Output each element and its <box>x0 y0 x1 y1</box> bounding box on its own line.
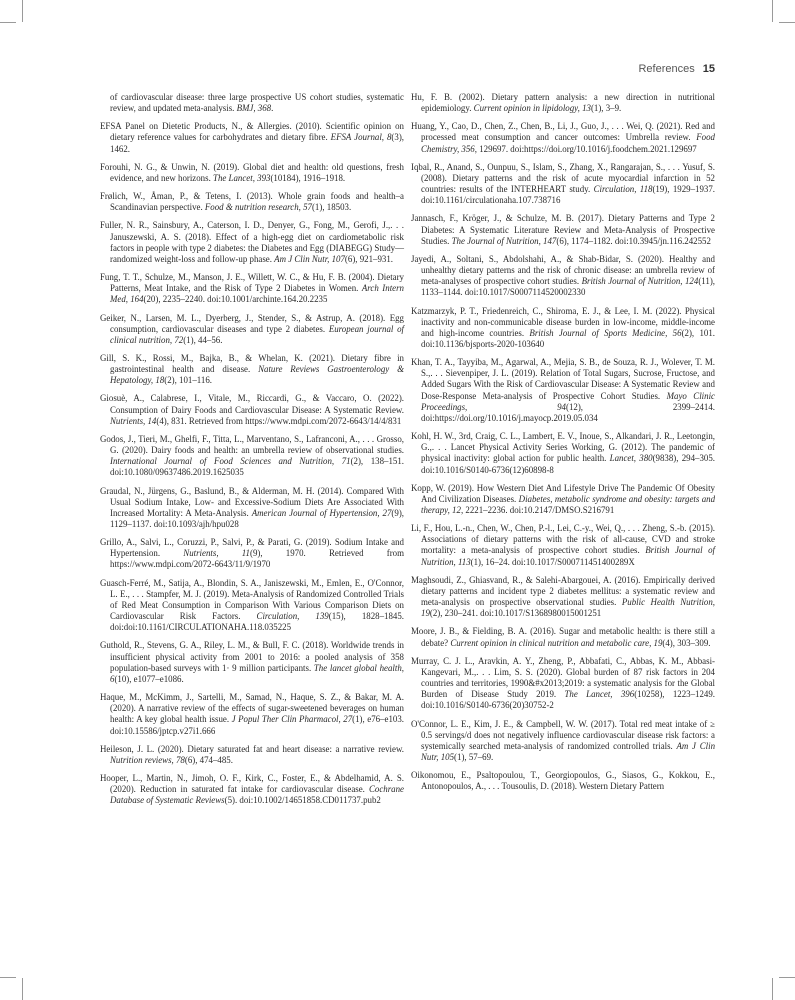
reference-entry <box>100 434 404 479</box>
reference-journal: The Lancet, 393 <box>213 172 271 183</box>
reference-details: (1), e76–e103. doi:10.15586/jptcp.v27i1.666 <box>110 714 405 736</box>
reference-details: (5). doi:10.1002/14651858.CD011737.pub2 <box>224 795 381 806</box>
reference-details: (4), 831. Retrieved from https://www.mdpi.com/2072-6643/14/4/831 <box>156 415 402 426</box>
reference-details: (12), 2399–2414. doi:https://doi.org/10.1016/j.mayocp.2019.05.034 <box>421 401 715 423</box>
references-right-column <box>411 92 715 799</box>
reference-text: Katzmarzyk, P. T., Friedenreich, C., Shiroma, E. J., & Lee, I. M. (2022). Physical inactivity and non-communicable disease burden in low-income, middle-income and high-income countries. <box>411 305 715 338</box>
reference-details: (2), 101–116. <box>164 375 212 386</box>
crop-mark <box>772 0 773 22</box>
reference-entry <box>100 220 404 265</box>
crop-mark <box>0 22 16 23</box>
reference-text: Jayedi, A., Soltani, S., Abdolshahi, A., & Shab-Bidar, S. (2020). Healthy and unhealthy dietary patterns and the risk of chronic disease: an umbrella review of meta-analyses of prospective cohort studies. <box>411 253 715 287</box>
reference-journal: Diabetes, metabolic syndrome and obesity: targets and therapy, 12 <box>421 493 716 515</box>
reference-entry <box>411 213 715 246</box>
reference-details: (2), 230–241. doi:10.1017/S1368980015001251 <box>429 608 602 619</box>
reference-details: (15), 1828–1845. doi:doi:10.1161/CIRCULATIONAHA.118.035225 <box>110 611 404 633</box>
reference-entry <box>100 162 404 184</box>
reference-entry <box>411 357 715 424</box>
reference-entry <box>100 773 404 806</box>
reference-text: Geiker, N., Larsen, M. L., Dyerberg, J., Stender, S., & Astrup, A. (2018). Egg consumption, cardiovascular diseases and type 2 diabetes. <box>100 312 404 334</box>
reference-entry <box>100 92 404 114</box>
reference-text: Gill, S. K., Rossi, M., Bajka, B., & Whelan, K. (2021). Dietary fibre in gastrointestinal health and disease. <box>100 352 404 375</box>
page-number: 15 <box>702 63 715 75</box>
reference-text: Kohl, H. W., 3rd, Craig, C. L., Lambert, E. V., Inoue, S., Alkandari, J. R., Leetongin, G.,. . . Lancet Physical Activity Series Working, G. (2012). The pandemic of physical inactivity: global action for public health. <box>411 431 715 464</box>
reference-text: Fuller, N. R., Sainsbury, A., Caterson, I. D., Denyer, G., Fong, M., Gerofi, J.,. . . Januszewski, A. S. (2018). Effect of a high-egg diet on cardiometabolic risk factors in people with type 2 diabetes: the Diabetes and Egg (DIABEGG) Study—randomized weight-loss and follow-up phase. <box>100 220 404 264</box>
reference-text: Godos, J., Tieri, M., Ghelfi, F., Titta, L., Marventano, S., Lafranconi, A., . . . Grosso, G. (2020). Dairy foods and health: an umbrella review of observational studies. <box>100 433 404 456</box>
reference-text: O'Connor, L. E., Kim, J. E., & Campbell, W. W. (2017). Total red meat intake of ≥ 0.5 servings/d does not negatively influence cardiovascular disease risk factors: a systemically searched meta-analysis of randomized controlled trials. <box>411 718 715 751</box>
reference-entry <box>100 272 404 305</box>
reference-journal: BMJ, 368 <box>236 103 272 114</box>
reference-details: (2), 138–151. doi:10.1080/09637486.2019.1625035 <box>110 456 404 478</box>
reference-text: Kopp, W. (2019). How Western Diet And Lifestyle Drive The Pandemic Of Obesity And Civilization Diseases. <box>411 482 715 504</box>
reference-text: Oikonomou, E., Psaltopoulou, T., Georgiopoulos, G., Siasos, G., Kokkou, E., Antonopoulos, A., . . . Tousoulis, D. (2018). Western Dietary Pattern <box>411 770 715 792</box>
crop-mark <box>779 22 795 23</box>
reference-entry <box>411 121 715 154</box>
reference-text: Murray, C. J. L., Aravkin, A. Y., Zheng, P., Abbafati, C., Abbas, K. M., Abbasi-Kangevari, M.,. . . Lim, S. S. (2020). Global burden of 87 risk factors in 204 countries and territories, 1990&#x2013;2019: a systematic analysis for the Global Burden of Disease Study 2019. <box>411 655 715 700</box>
reference-entry <box>100 121 404 154</box>
reference-details: , 2221–2236. doi:10.2147/DMSO.S216791 <box>460 505 615 515</box>
reference-details: (9), 1970. Retrieved from https://www.mdpi.com/2072-6643/11/9/1970 <box>110 548 404 570</box>
reference-entry <box>411 626 715 648</box>
reference-entry <box>100 393 404 426</box>
reference-text: Forouhi, N. G., & Unwin, N. (2019). Global diet and health: old questions, fresh evidence, and new horizons. <box>100 161 404 183</box>
reference-entry <box>411 254 715 299</box>
reference-journal: EFSA Journal, 8 <box>330 132 392 143</box>
reference-entry <box>100 313 404 346</box>
reference-journal: International Journal of Food Sciences and Nutrition, 71 <box>110 456 351 467</box>
reference-entry <box>100 486 404 531</box>
reference-journal: British Journal of Sports Medicine, 56 <box>529 327 682 338</box>
references-left-column <box>100 92 404 813</box>
reference-details: (1), 3–9. <box>590 103 622 114</box>
reference-entry <box>411 575 715 620</box>
reference-journal: Nature Reviews Gastroenterology & Hepatology, 18 <box>110 364 404 386</box>
reference-details: . <box>271 103 274 114</box>
reference-details: (4), 303–309. <box>662 637 711 648</box>
reference-entry <box>411 719 715 764</box>
reference-journal: Arch Intern Med, 164 <box>110 283 404 305</box>
reference-entry <box>411 306 715 351</box>
reference-details: (19), 1929–1937. doi:10.1161/circulationaha.107.738716 <box>421 184 715 206</box>
reference-text: Haque, M., McKimm, J., Sartelli, M., Samad, N., Haque, S. Z., & Bakar, M. A. (2020). A narrative review of the effects of sugar-sweetened beverages on human health: A key global health issue. <box>100 692 404 725</box>
reference-journal: Public Health Nutrition, 19 <box>421 597 716 619</box>
reference-journal: American Journal of Hypertension, 27 <box>251 507 392 518</box>
section-title: References <box>638 63 695 75</box>
reference-details: (6), 1174–1182. doi:10.3945/jn.116.242552 <box>556 235 711 246</box>
reference-text: Jannasch, F., Kröger, J., & Schulze, M. B. (2017). Dietary Patterns and Type 2 Diabetes: A Systematic Literature Review and Meta-Analysis of Prospective Studies. <box>411 213 715 246</box>
reference-details: (3), 1462. <box>110 132 404 154</box>
reference-text: EFSA Panel on Dietetic Products, N., & Allergies. (2010). Scientific opinion on dietary reference values for carbohydrates and dietary fibre. <box>100 121 404 143</box>
reference-entry <box>411 483 715 516</box>
reference-entry <box>411 162 715 207</box>
crop-mark <box>22 0 23 22</box>
reference-text: Hu, F. B. (2002). Dietary pattern analysis: a new direction in nutritional epidemiology. <box>411 92 715 114</box>
reference-text: Hooper, L., Martin, N., Jimoh, O. F., Kirk, C., Foster, E., & Abdelhamid, A. S. (2020). Reduction in saturated fat intake for cardiovascular disease. <box>100 772 404 795</box>
crop-mark <box>0 977 16 978</box>
reference-entry <box>100 537 404 570</box>
reference-entry <box>411 92 715 114</box>
reference-journal: British Journal of Nutrition, 113 <box>421 545 715 567</box>
reference-journal: Mayo Clinic Proceedings, 94 <box>421 390 715 412</box>
reference-details: (1), 44–56. <box>183 334 223 345</box>
crop-mark <box>22 978 23 1000</box>
reference-text: Heileson, J. L. (2020). Dietary saturated fat and heart disease: a narrative review. <box>100 743 404 754</box>
reference-journal: Current opinion in clinical nutrition and metabolic care, 19 <box>450 637 663 648</box>
crop-mark <box>779 977 795 978</box>
reference-entry <box>100 640 404 685</box>
reference-entry <box>411 770 715 792</box>
reference-text: Moore, J. B., & Fielding, B. A. (2016). Sugar and metabolic health: is there still a debate? <box>411 626 715 648</box>
reference-journal: Circulation, 118 <box>593 184 653 195</box>
reference-details: (6), 921–931. <box>344 253 393 264</box>
reference-journal: The Journal of Nutrition, 147 <box>451 235 557 246</box>
reference-text: Guthold, R., Stevens, G. A., Riley, L. M., & Bull, F. C. (2018). Worldwide trends in insufficient physical activity from 2001 to 2016: a pooled analysis of 358 population-based surveys with 1· 9 million participants. <box>100 640 404 673</box>
reference-text: Guasch-Ferré, M., Satija, A., Blondin, S. A., Janiszewski, M., Emlen, E., O'Connor, L. E., . . . Stampfer, M. J. (2019). Meta-Analysis of Randomized Controlled Trials of Red Meat Consumption in Comparison With Various Comparison Diets on Cardiovascular Risk Factors. <box>100 577 404 622</box>
reference-journal: The lancet global health, 6 <box>110 662 404 684</box>
reference-text: Li, F., Hou, L.-n., Chen, W., Chen, P.-l., Lei, C.-y., Wei, Q., . . . Zheng, S.-b. (2015). Associations of dietary patterns with the risk of all-cause, CVD and stroke mortality: a meta-analysis of prospective cohort studies. <box>411 523 715 556</box>
reference-entry <box>100 578 404 634</box>
reference-entry <box>100 744 404 766</box>
reference-details: (9), 1129–1137. doi:10.1093/ajh/hpu028 <box>110 507 404 529</box>
reference-details: (6), 474–485. <box>184 754 233 765</box>
reference-journal: J Popul Ther Clin Pharmacol, 27 <box>231 714 353 725</box>
reference-journal: Am J Clin Nutr, 105 <box>421 740 716 762</box>
reference-entry <box>411 523 715 568</box>
crop-mark <box>772 978 773 1000</box>
reference-text: Iqbal, R., Anand, S., Ounpuu, S., Islam, S., Zhang, X., Rangarajan, S., . . . Yusuf, S. (2008). Dietary patterns and the risk of acute myocardial infarction in 52 countries: results of the INTERHEART study. <box>411 161 715 195</box>
reference-journal: Food & nutrition research, 57 <box>204 202 312 213</box>
reference-journal: British Journal of Nutrition, 124 <box>581 276 699 287</box>
reference-journal: Food Chemistry, 356 <box>421 132 715 154</box>
reference-entry <box>100 191 404 213</box>
reference-details: (10258), 1223–1249. doi:10.1016/S0140-6736(20)30752-2 <box>421 689 715 711</box>
reference-entry <box>100 353 404 386</box>
running-header <box>638 63 715 75</box>
reference-text: Giosuè, A., Calabrese, I., Vitale, M., Riccardi, G., & Vaccaro, O. (2022). Consumption of Dairy Foods and Cardiovascular Disease: A Systematic Review. <box>100 393 404 415</box>
reference-details: (1), 18503. <box>311 202 352 213</box>
reference-journal: Cochrane Database of Systematic Reviews <box>110 784 404 806</box>
reference-text: Fung, T. T., Schulze, M., Manson, J. E., Willett, W. C., & Hu, F. B. (2004). Dietary Patterns, Meat Intake, and the Risk of Type 2 Diabetes in Women. <box>100 272 404 294</box>
reference-journal: Lancet, 380 <box>609 453 653 464</box>
reference-details: (1), 57–69. <box>454 751 494 762</box>
reference-journal: European journal of clinical nutrition, 72 <box>110 323 404 345</box>
reference-journal: Nutrients, 11 <box>183 548 250 559</box>
reference-entry <box>100 692 404 737</box>
reference-journal: Am J Clin Nutr, 107 <box>274 253 345 264</box>
reference-journal: Current opinion in lipidology, 13 <box>473 103 591 114</box>
reference-text: Huang, Y., Cao, D., Chen, Z., Chen, B., Li, J., Guo, J., . . . Wei, Q. (2021). Red and processed meat consumption and cancer outcomes: Umbrella review. <box>411 121 715 143</box>
reference-journal: Circulation, 139 <box>256 611 329 622</box>
reference-text: Khan, T. A., Tayyiba, M., Agarwal, A., Mejia, S. B., de Souza, R. J., Wolever, T. M. S.,. . . Sievenpiper, J. L. (2019). Relation of Total Sugars, Sucrose, Fructose, and Added Sugars With the Risk of Cardiovascular Disease: A Systematic Review and Dose-Response Meta-analysis of Prospective Cohort Studies. <box>411 357 715 401</box>
reference-details: (11), 1133–1144. doi:10.1017/S0007114520002330 <box>421 276 715 298</box>
reference-details: (1), 16–24. doi:10.1017/S000711451400289X <box>470 556 635 567</box>
reference-details: (10184), 1916–1918. <box>270 172 346 183</box>
reference-details: (9838), 294–305. doi:10.1016/S0140-6736(12)60898-8 <box>421 453 716 475</box>
reference-details: (2), 101. doi:10.1136/bjsports-2020-103640 <box>421 327 715 349</box>
reference-text: Graudal, N., Jürgens, G., Baslund, B., & Alderman, M. H. (2014). Compared With Usual Sodium Intake, Low- and Excessive-Sodium Diets Are Associated With Increased Mortality: A Meta-Analysis. <box>100 485 404 518</box>
reference-entry <box>411 431 715 476</box>
reference-text: Grillo, A., Salvi, L., Coruzzi, P., Salvi, P., & Parati, G. (2019). Sodium Intake and Hypertension. <box>100 537 404 559</box>
reference-details: (10), e1077–e1086. <box>114 673 184 684</box>
reference-text: Maghsoudi, Z., Ghiasvand, R., & Salehi-Abargouei, A. (2016). Empirically derived dietary patterns and incident type 2 diabetes mellitus: a systematic review and meta-analysis on prospective observational studies. <box>411 574 715 608</box>
reference-entry <box>411 656 715 712</box>
reference-text: of cardiovascular disease: three large prospective US cohort studies, systematic review, and updated meta-analysis. <box>110 92 404 114</box>
reference-text: Frølich, W., Åman, P., & Tetens, I. (2013). Whole grain foods and health–a Scandinavian perspective. <box>100 191 404 213</box>
reference-details: (20), 2235–2240. doi:10.1001/archinte.164.20.2235 <box>143 294 328 305</box>
reference-journal: The Lancet, 396 <box>564 689 635 700</box>
reference-journal: Nutrients, 14 <box>110 415 157 426</box>
reference-details: , 129697. doi:https://doi.org/10.1016/j.foodchem.2021.129697 <box>474 143 697 154</box>
reference-journal: Nutrition reviews, 78 <box>110 754 185 765</box>
